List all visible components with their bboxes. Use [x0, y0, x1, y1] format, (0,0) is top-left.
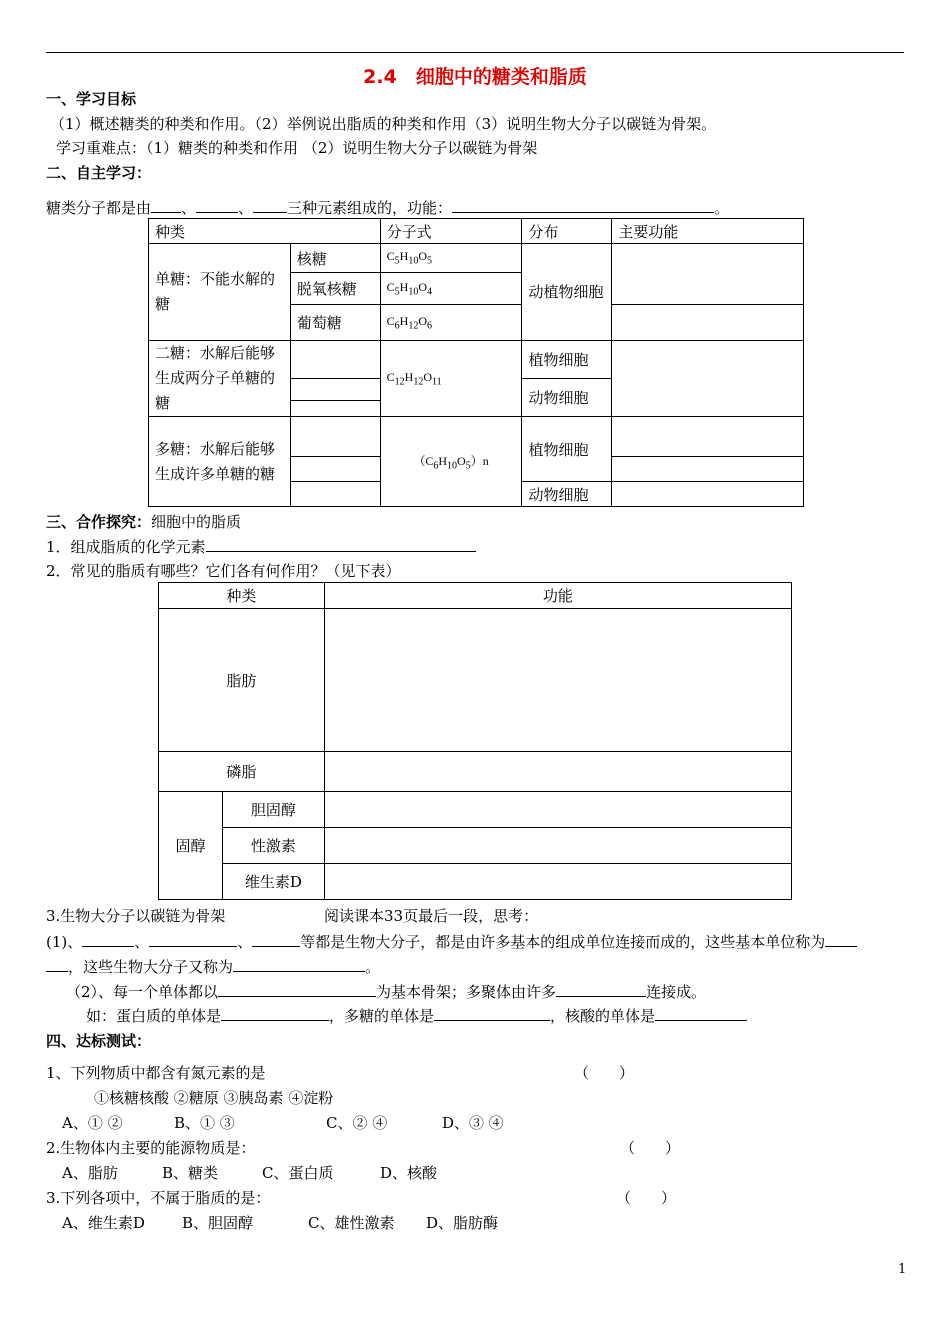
poly-function-3[interactable]	[612, 482, 804, 507]
poly-blank-1[interactable]	[290, 417, 380, 457]
lipid-sterol: 固醇	[159, 792, 223, 900]
test-q1-option-b[interactable]: B、① ③	[174, 1114, 235, 1132]
phospholipid-function-cell[interactable]	[324, 752, 791, 792]
top-rule	[46, 52, 904, 53]
sterol-vitamin-d: 维生素D	[222, 864, 324, 900]
sugar-table	[148, 218, 804, 507]
glucose-function-cell[interactable]	[612, 305, 804, 341]
lipid-phospholipid: 磷脂	[159, 752, 325, 792]
test-q2-option-b[interactable]: B、糖类	[162, 1164, 219, 1182]
di-dist-plant: 植物细胞	[522, 341, 612, 379]
test-q1-option-d[interactable]: D、③ ④	[442, 1114, 504, 1132]
header-formula: 分子式	[380, 219, 522, 244]
poly-blank-2[interactable]	[290, 457, 380, 482]
section3-heading: 三、合作探究：细胞中的脂质	[46, 513, 242, 531]
test-q1-bracket: （ ）	[574, 1064, 635, 1082]
lipid-header-kind: 种类	[159, 583, 325, 609]
glucose-formula: $C_6H_{12}O_6$	[380, 305, 522, 341]
vitamin-d-function-cell[interactable]	[324, 864, 791, 900]
poly-label: 多糖：水解后能够生成许多单糖的糖	[149, 417, 291, 507]
di-blank-1[interactable]	[290, 341, 380, 379]
di-function-cell[interactable]	[612, 341, 804, 417]
page-number: 1	[898, 1262, 907, 1277]
page-title: 2.4 细胞中的糖类和脂质	[363, 66, 587, 88]
section2-heading: 二、自主学习：	[46, 164, 152, 182]
sterol-sex-hormone: 性激素	[222, 828, 324, 864]
test-q2-option-d[interactable]: D、核酸	[380, 1164, 438, 1182]
lipid-header-function: 功能	[324, 583, 791, 609]
test-q1-option-c[interactable]: C、② ④	[326, 1114, 388, 1132]
header-function: 主要功能	[612, 219, 804, 244]
lipid-q2: 2．常见的脂质有哪些？它们各有何作用？（见下表）	[46, 562, 401, 580]
poly-function-1[interactable]	[612, 417, 804, 457]
test-q2-option-c[interactable]: C、蛋白质	[262, 1164, 334, 1182]
di-blank-3[interactable]	[290, 401, 380, 417]
di-dist-animal: 动物细胞	[522, 379, 612, 417]
key-points-line: 学习重难点：（1）糖类的种类和作用 （2）说明生物大分子以碳链为骨架	[56, 139, 538, 157]
macromolecule-line4: 如：蛋白质的单体是 ，多糖的单体是 ，核酸的单体是	[86, 1005, 747, 1026]
poly-dist-animal: 动物细胞	[522, 482, 612, 507]
test-q3-option-b[interactable]: B、胆固醇	[182, 1214, 254, 1232]
poly-blank-3[interactable]	[290, 482, 380, 507]
test-q3: 3.下列各项中，不属于脂质的是：	[46, 1189, 271, 1207]
fat-function-cell[interactable]	[324, 609, 791, 752]
test-q1: 1、下列物质中都含有氮元素的是	[46, 1064, 266, 1082]
test-q1-option-a[interactable]: A、① ②	[62, 1114, 123, 1132]
sex-hormone-function-cell[interactable]	[324, 828, 791, 864]
di-label: 二糖：水解后能够生成两分子单糖的糖	[149, 341, 291, 417]
test-q3-option-c[interactable]: C、雄性激素	[308, 1214, 395, 1232]
lipid-q1: 1．组成脂质的化学元素	[46, 536, 476, 557]
mono-deoxyribose: 脱氧核糖	[290, 273, 380, 305]
macromolecule-line1: (1)、 、 、 等都是生物大分子，都是由许多基本的组成单位连接而成的，这些基本单位称为	[46, 931, 857, 952]
sugar-intro: 糖类分子都是由 、 、 三种元素组成的，功能： 。	[46, 199, 730, 217]
mono-function-cell[interactable]	[612, 244, 804, 305]
poly-formula: $(C_6H_{10}O_5)n$	[380, 417, 522, 507]
objectives-line: （1）概述糖类的种类和作用。（2）举例说出脂质的种类和作用（3）说明生物大分子以碳链为骨架。	[50, 115, 717, 133]
test-q3-option-a[interactable]: A、维生素D	[62, 1214, 145, 1232]
sterol-cholesterol: 胆固醇	[222, 792, 324, 828]
header-kind: 种类	[149, 219, 381, 244]
di-formula: $C_{12}H_{12}O_{11}$	[380, 341, 522, 417]
macromolecule-line3: （2）、每一个单体都以 为基本骨架；多聚体由许多 连接成。	[66, 983, 707, 1001]
test-q2: 2.生物体内主要的能源物质是：	[46, 1139, 256, 1157]
mono-label: 单糖：不能水解的糖	[149, 244, 291, 341]
section1-heading: 一、学习目标	[46, 90, 137, 108]
lipid-table	[158, 582, 792, 900]
test-q1-items: ①核糖核酸 ②糖原 ③胰岛素 ④淀粉	[94, 1089, 334, 1107]
mono-ribose: 核糖	[290, 244, 380, 273]
section4-heading: 四、达标测试：	[46, 1032, 152, 1050]
mono-glucose: 葡萄糖	[290, 305, 380, 341]
macromolecule-hint: 阅读课本33页最后一段，思考：	[324, 907, 539, 925]
deoxyribose-formula: $C_5H_{10}O_4$	[380, 273, 522, 305]
poly-dist-plant: 植物细胞	[522, 417, 612, 482]
test-q3-bracket: （ ）	[616, 1189, 677, 1207]
lipid-fat: 脂肪	[159, 609, 325, 752]
ribose-formula: $C_5H_{10}O_5$	[380, 244, 522, 273]
mono-distribution: 动植物细胞	[522, 244, 612, 341]
cholesterol-function-cell[interactable]	[324, 792, 791, 828]
macromolecule-line2: ，这些生物大分子又称为 。	[46, 956, 380, 977]
header-distribution: 分布	[522, 219, 612, 244]
di-blank-2[interactable]	[290, 379, 380, 401]
test-q3-option-d[interactable]: D、脂肪酶	[426, 1214, 499, 1232]
test-q2-option-a[interactable]: A、脂肪	[62, 1164, 118, 1182]
poly-function-2[interactable]	[612, 457, 804, 482]
macromolecule-title: 3.生物大分子以碳链为骨架	[46, 907, 226, 925]
test-q2-bracket: （ ）	[620, 1139, 681, 1157]
